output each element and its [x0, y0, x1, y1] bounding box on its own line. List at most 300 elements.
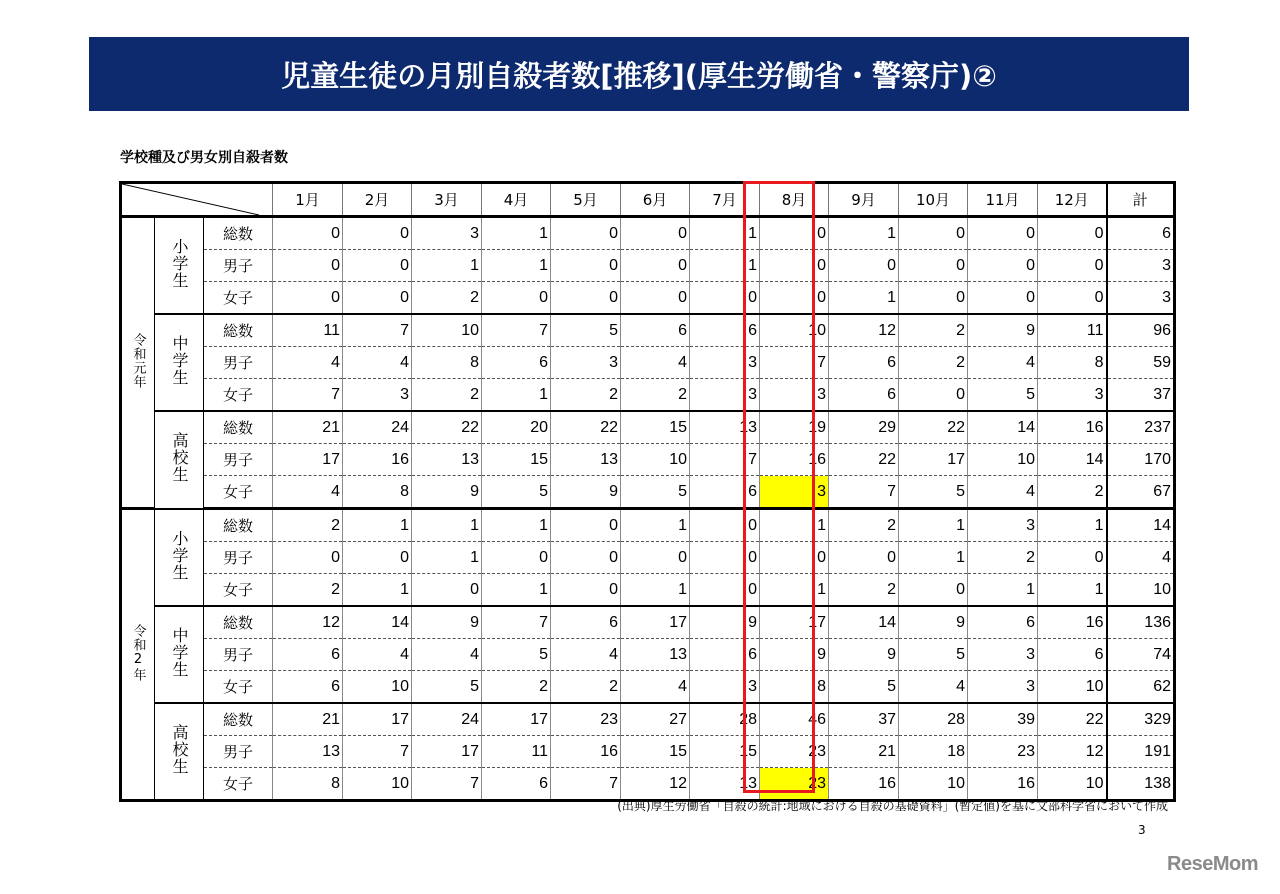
column-header: 4月	[482, 183, 551, 217]
sex-label: 総数	[204, 703, 273, 736]
value-cell: 0	[621, 542, 690, 574]
column-header: 12月	[1038, 183, 1107, 217]
value-cell: 2	[482, 671, 551, 704]
diagonal-line	[122, 184, 259, 215]
value-cell: 1	[1038, 509, 1107, 542]
value-cell: 16	[760, 444, 829, 476]
value-cell: 15	[621, 411, 690, 444]
school-type-cell	[155, 606, 204, 703]
value-cell: 0	[343, 217, 412, 250]
value-cell: 9	[829, 639, 899, 671]
value-cell: 6	[551, 606, 621, 639]
value-cell: 17	[899, 444, 968, 476]
total-cell: 67	[1107, 476, 1175, 509]
value-cell: 17	[482, 703, 551, 736]
value-cell: 1	[412, 509, 482, 542]
value-cell: 3	[551, 347, 621, 379]
value-cell: 2	[829, 509, 899, 542]
value-cell: 3	[760, 379, 829, 412]
value-cell: 1	[968, 574, 1038, 607]
value-cell: 10	[621, 444, 690, 476]
value-cell: 0	[551, 250, 621, 282]
value-cell: 10	[412, 314, 482, 347]
value-cell: 0	[968, 282, 1038, 315]
sex-label: 総数	[204, 314, 273, 347]
total-cell: 14	[1107, 509, 1175, 542]
value-cell: 5	[829, 671, 899, 704]
value-cell: 6	[273, 639, 343, 671]
value-cell: 5	[412, 671, 482, 704]
table-row	[121, 768, 1175, 801]
value-cell: 15	[621, 736, 690, 768]
total-cell: 191	[1107, 736, 1175, 768]
value-cell: 0	[621, 217, 690, 250]
total-cell: 37	[1107, 379, 1175, 412]
value-cell: 3	[343, 379, 412, 412]
value-cell: 13	[690, 768, 760, 801]
value-cell: 29	[829, 411, 899, 444]
value-cell: 4	[343, 639, 412, 671]
value-cell: 23	[551, 703, 621, 736]
value-cell: 1	[343, 574, 412, 607]
value-cell: 0	[899, 574, 968, 607]
value-cell: 7	[551, 768, 621, 801]
value-cell: 21	[829, 736, 899, 768]
value-cell: 10	[343, 671, 412, 704]
column-header: 9月	[829, 183, 899, 217]
value-cell: 6	[621, 314, 690, 347]
total-cell: 136	[1107, 606, 1175, 639]
school-type-label: 中学生	[170, 335, 189, 386]
value-cell: 28	[899, 703, 968, 736]
table-row	[121, 444, 1175, 476]
total-cell: 329	[1107, 703, 1175, 736]
table-row	[121, 542, 1175, 574]
table-row	[121, 639, 1175, 671]
value-cell: 37	[829, 703, 899, 736]
value-cell: 15	[690, 736, 760, 768]
value-cell: 3	[760, 476, 829, 509]
table-row	[121, 671, 1175, 704]
total-cell: 96	[1107, 314, 1175, 347]
value-cell: 3	[968, 639, 1038, 671]
school-type-label: 高校生	[170, 432, 189, 484]
value-cell: 12	[829, 314, 899, 347]
total-cell: 59	[1107, 347, 1175, 379]
year-label-cell	[121, 509, 155, 801]
value-cell: 2	[968, 542, 1038, 574]
value-cell: 0	[690, 574, 760, 607]
total-cell: 3	[1107, 282, 1175, 315]
value-cell: 2	[412, 379, 482, 412]
value-cell: 17	[621, 606, 690, 639]
value-cell: 1	[482, 509, 551, 542]
value-cell: 2	[899, 314, 968, 347]
school-type-cell	[155, 314, 204, 411]
value-cell: 13	[551, 444, 621, 476]
value-cell: 9	[968, 314, 1038, 347]
value-cell: 4	[412, 639, 482, 671]
value-cell: 24	[412, 703, 482, 736]
total-cell: 6	[1107, 217, 1175, 250]
value-cell: 7	[482, 314, 551, 347]
value-cell: 7	[482, 606, 551, 639]
value-cell: 6	[1038, 639, 1107, 671]
value-cell: 0	[621, 282, 690, 315]
resemom-logo: ReseMom	[1167, 853, 1258, 875]
value-cell: 6	[273, 671, 343, 704]
value-cell: 0	[829, 542, 899, 574]
value-cell: 0	[760, 217, 829, 250]
value-cell: 10	[1038, 768, 1107, 801]
value-cell: 8	[273, 768, 343, 801]
value-cell: 13	[690, 411, 760, 444]
value-cell: 24	[343, 411, 412, 444]
value-cell: 4	[621, 347, 690, 379]
column-header: 5月	[551, 183, 621, 217]
value-cell: 0	[343, 250, 412, 282]
value-cell: 17	[760, 606, 829, 639]
value-cell: 9	[551, 476, 621, 509]
value-cell: 9	[412, 476, 482, 509]
value-cell: 6	[968, 606, 1038, 639]
total-cell: 138	[1107, 768, 1175, 801]
value-cell: 6	[482, 347, 551, 379]
value-cell: 14	[968, 411, 1038, 444]
value-cell: 0	[412, 574, 482, 607]
value-cell: 5	[551, 314, 621, 347]
sex-label: 男子	[204, 542, 273, 574]
value-cell: 11	[482, 736, 551, 768]
value-cell: 4	[899, 671, 968, 704]
value-cell: 13	[412, 444, 482, 476]
value-cell: 2	[412, 282, 482, 315]
value-cell: 0	[343, 542, 412, 574]
value-cell: 2	[829, 574, 899, 607]
value-cell: 5	[899, 639, 968, 671]
value-cell: 3	[412, 217, 482, 250]
value-cell: 16	[1038, 606, 1107, 639]
value-cell: 0	[1038, 217, 1107, 250]
value-cell: 0	[899, 379, 968, 412]
value-cell: 22	[899, 411, 968, 444]
value-cell: 0	[690, 282, 760, 315]
value-cell: 9	[760, 639, 829, 671]
value-cell: 8	[760, 671, 829, 704]
value-cell: 23	[760, 736, 829, 768]
total-cell: 10	[1107, 574, 1175, 607]
value-cell: 1	[1038, 574, 1107, 607]
value-cell: 0	[621, 250, 690, 282]
value-cell: 9	[690, 606, 760, 639]
year-label-cell	[121, 217, 155, 509]
value-cell: 6	[690, 476, 760, 509]
value-cell: 6	[829, 379, 899, 412]
value-cell: 0	[482, 542, 551, 574]
value-cell: 1	[412, 250, 482, 282]
column-header: 3月	[412, 183, 482, 217]
value-cell: 0	[551, 282, 621, 315]
table-row	[121, 314, 1175, 347]
value-cell: 13	[621, 639, 690, 671]
value-cell: 10	[343, 768, 412, 801]
sex-label: 女子	[204, 574, 273, 607]
table-row	[121, 282, 1175, 315]
value-cell: 16	[343, 444, 412, 476]
sex-label: 総数	[204, 606, 273, 639]
value-cell: 1	[482, 250, 551, 282]
column-header: 7月	[690, 183, 760, 217]
value-cell: 11	[273, 314, 343, 347]
table-row	[121, 509, 1175, 542]
value-cell: 2	[621, 379, 690, 412]
value-cell: 4	[551, 639, 621, 671]
school-type-label: 小学生	[170, 529, 189, 581]
total-cell: 74	[1107, 639, 1175, 671]
slide-title-bar	[89, 37, 1189, 111]
value-cell: 16	[968, 768, 1038, 801]
value-cell: 23	[760, 768, 829, 801]
value-cell: 19	[760, 411, 829, 444]
value-cell: 4	[968, 476, 1038, 509]
value-cell: 1	[690, 217, 760, 250]
column-header: 10月	[899, 183, 968, 217]
value-cell: 0	[829, 250, 899, 282]
value-cell: 12	[1038, 736, 1107, 768]
value-cell: 12	[273, 606, 343, 639]
sex-label: 総数	[204, 509, 273, 542]
value-cell: 0	[760, 282, 829, 315]
value-cell: 4	[273, 476, 343, 509]
value-cell: 1	[621, 574, 690, 607]
value-cell: 2	[899, 347, 968, 379]
value-cell: 0	[273, 217, 343, 250]
value-cell: 0	[968, 250, 1038, 282]
slide-title: 児童生徒の月別自殺者数[推移](厚生労働省・警察庁)②	[281, 58, 997, 93]
value-cell: 3	[690, 379, 760, 412]
value-cell: 6	[482, 768, 551, 801]
school-type-cell	[155, 217, 204, 315]
value-cell: 6	[690, 314, 760, 347]
value-cell: 1	[760, 574, 829, 607]
value-cell: 9	[412, 606, 482, 639]
value-cell: 39	[968, 703, 1038, 736]
sex-label: 男子	[204, 639, 273, 671]
value-cell: 4	[343, 347, 412, 379]
value-cell: 16	[551, 736, 621, 768]
table-row	[121, 606, 1175, 639]
value-cell: 1	[829, 282, 899, 315]
page-number: 3	[1138, 823, 1146, 837]
value-cell: 3	[690, 671, 760, 704]
value-cell: 0	[551, 217, 621, 250]
school-type-cell	[155, 509, 204, 607]
value-cell: 0	[899, 282, 968, 315]
column-header: 1月	[273, 183, 343, 217]
value-cell: 1	[621, 509, 690, 542]
value-cell: 2	[551, 379, 621, 412]
value-cell: 2	[273, 574, 343, 607]
value-cell: 6	[690, 639, 760, 671]
value-cell: 4	[621, 671, 690, 704]
value-cell: 0	[760, 542, 829, 574]
value-cell: 7	[273, 379, 343, 412]
column-header: 2月	[343, 183, 412, 217]
value-cell: 1	[760, 509, 829, 542]
value-cell: 22	[551, 411, 621, 444]
value-cell: 0	[690, 509, 760, 542]
school-type-cell	[155, 703, 204, 801]
value-cell: 1	[899, 509, 968, 542]
value-cell: 21	[273, 703, 343, 736]
value-cell: 46	[760, 703, 829, 736]
corner-cell	[121, 183, 273, 217]
value-cell: 17	[343, 703, 412, 736]
sex-label: 女子	[204, 476, 273, 509]
value-cell: 5	[621, 476, 690, 509]
sex-label: 女子	[204, 768, 273, 801]
value-cell: 1	[482, 574, 551, 607]
value-cell: 4	[968, 347, 1038, 379]
table-row	[121, 217, 1175, 250]
school-type-label: 中学生	[170, 627, 189, 678]
value-cell: 0	[1038, 250, 1107, 282]
value-cell: 21	[273, 411, 343, 444]
table-row	[121, 736, 1175, 768]
value-cell: 0	[968, 217, 1038, 250]
value-cell: 3	[968, 671, 1038, 704]
total-cell: 62	[1107, 671, 1175, 704]
value-cell: 8	[412, 347, 482, 379]
value-cell: 5	[482, 476, 551, 509]
value-cell: 18	[899, 736, 968, 768]
value-cell: 3	[968, 509, 1038, 542]
value-cell: 7	[343, 736, 412, 768]
value-cell: 11	[1038, 314, 1107, 347]
value-cell: 5	[968, 379, 1038, 412]
sex-label: 総数	[204, 217, 273, 250]
sex-label: 女子	[204, 671, 273, 704]
value-cell: 10	[899, 768, 968, 801]
value-cell: 20	[482, 411, 551, 444]
value-cell: 7	[690, 444, 760, 476]
school-type-label: 小学生	[170, 238, 189, 289]
value-cell: 0	[760, 250, 829, 282]
value-cell: 5	[899, 476, 968, 509]
value-cell: 0	[1038, 542, 1107, 574]
value-cell: 16	[1038, 411, 1107, 444]
value-cell: 2	[551, 671, 621, 704]
table-row	[121, 347, 1175, 379]
table-row	[121, 476, 1175, 509]
value-cell: 10	[1038, 671, 1107, 704]
value-cell: 0	[273, 282, 343, 315]
value-cell: 4	[273, 347, 343, 379]
value-cell: 6	[829, 347, 899, 379]
school-type-cell	[155, 411, 204, 509]
value-cell: 22	[829, 444, 899, 476]
header-row	[121, 183, 1175, 217]
value-cell: 17	[273, 444, 343, 476]
value-cell: 1	[690, 250, 760, 282]
table-row	[121, 574, 1175, 607]
value-cell: 14	[343, 606, 412, 639]
value-cell: 1	[412, 542, 482, 574]
value-cell: 0	[551, 509, 621, 542]
total-cell: 3	[1107, 250, 1175, 282]
value-cell: 23	[968, 736, 1038, 768]
value-cell: 0	[690, 542, 760, 574]
value-cell: 3	[690, 347, 760, 379]
value-cell: 2	[1038, 476, 1107, 509]
value-cell: 7	[760, 347, 829, 379]
value-cell: 15	[482, 444, 551, 476]
value-cell: 1	[829, 217, 899, 250]
sex-label: 男子	[204, 347, 273, 379]
school-type-label: 高校生	[170, 724, 189, 775]
year-label: 令和元年	[130, 332, 146, 389]
value-cell: 1	[482, 217, 551, 250]
value-cell: 16	[829, 768, 899, 801]
value-cell: 1	[899, 542, 968, 574]
value-cell: 5	[482, 639, 551, 671]
value-cell: 27	[621, 703, 690, 736]
value-cell: 13	[273, 736, 343, 768]
value-cell: 3	[1038, 379, 1107, 412]
sex-label: 総数	[204, 411, 273, 444]
column-header: 計	[1107, 183, 1175, 217]
year-label: 令和2年	[130, 623, 146, 682]
value-cell: 28	[690, 703, 760, 736]
table-row	[121, 703, 1175, 736]
value-cell: 0	[273, 250, 343, 282]
value-cell: 8	[1038, 347, 1107, 379]
value-cell: 22	[412, 411, 482, 444]
value-cell: 0	[551, 574, 621, 607]
value-cell: 10	[760, 314, 829, 347]
value-cell: 17	[412, 736, 482, 768]
value-cell: 0	[343, 282, 412, 315]
sex-label: 女子	[204, 282, 273, 315]
column-header: 6月	[621, 183, 690, 217]
table-row	[121, 379, 1175, 412]
value-cell: 0	[1038, 282, 1107, 315]
table-subtitle: 学校種及び男女別自殺者数	[120, 150, 288, 166]
value-cell: 9	[899, 606, 968, 639]
table-row	[121, 250, 1175, 282]
sex-label: 女子	[204, 379, 273, 412]
value-cell: 12	[621, 768, 690, 801]
source-note: (出典)厚生労働省「自殺の統計:地域における自殺の基礎資料」(暫定値)を基に文部科学省において作成	[617, 799, 1168, 813]
suicide-count-table	[119, 181, 1176, 802]
sex-label: 男子	[204, 444, 273, 476]
total-cell: 4	[1107, 542, 1175, 574]
value-cell: 7	[829, 476, 899, 509]
value-cell: 0	[273, 542, 343, 574]
value-cell: 0	[899, 250, 968, 282]
value-cell: 7	[343, 314, 412, 347]
column-header: 8月	[760, 183, 829, 217]
value-cell: 22	[1038, 703, 1107, 736]
total-cell: 170	[1107, 444, 1175, 476]
value-cell: 0	[482, 282, 551, 315]
column-header: 11月	[968, 183, 1038, 217]
value-cell: 10	[968, 444, 1038, 476]
value-cell: 8	[343, 476, 412, 509]
value-cell: 7	[412, 768, 482, 801]
value-cell: 14	[829, 606, 899, 639]
value-cell: 1	[482, 379, 551, 412]
